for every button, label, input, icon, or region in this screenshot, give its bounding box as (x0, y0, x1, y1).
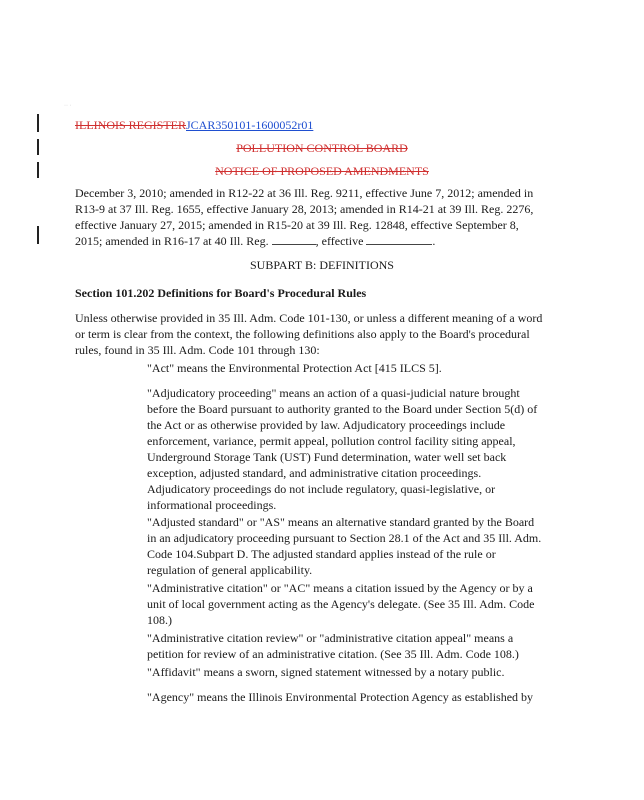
register-header (75, 117, 313, 133)
agency-heading: POLLUTION CONTROL BOARD (236, 141, 408, 155)
section-title: Section 101.202 Definitions for Board's Procedural Rules (75, 286, 367, 300)
definition-administrative-citation-review: "Administrative citation review" or "administrative citation appeal" means a petition for review of an administrative citation. (See 35 Ill. Adm. Code 108.) (147, 631, 519, 661)
definition-agency: "Agency" means the Illinois Environmental Protection Agency as established by (147, 690, 534, 704)
change-bar-agency (37, 139, 39, 155)
history-last-line: 2015; amended in R16-17 at 40 Ill. Reg. , effective . (75, 234, 436, 248)
definition-affidavit: "Affidavit" means a sworn, signed statement witnessed by a notary public. (147, 665, 505, 679)
register-blank (272, 233, 316, 245)
effective-date-blank (366, 233, 432, 245)
subpart-heading: SUBPART B: DEFINITIONS (250, 258, 394, 272)
definition-adjudicatory-proceeding: "Adjudicatory proceeding" means an action of a quasi-judicial nature brought before the Board pursuant to authority granted to the Board under Section 5(d) of the Act or as otherwise provided by law. Adjudicatory proceedings include enforcement, variance, permit appeal, pollution control facility siting appeal, Underground Storage Tank (UST) Fund determination, water well set back exception, adjusted standard, and administrative citation proceedings. Adjudicatory proceedings do not include regulatory, quasi-legislative, or informational proceedings. (147, 386, 538, 512)
register-inserted-text: JCAR350101-1600052r01 (186, 118, 314, 132)
change-bar-notice (37, 162, 39, 178)
register-struck-text: ILLINOIS REGISTER (75, 118, 186, 132)
change-bar-header (37, 114, 39, 132)
definition-administrative-citation: "Administrative citation" or "AC" means a citation issued by the Agency or by a unit of local government acting as the Agency's delegate. (See 35 Ill. Adm. Code 108.) (147, 581, 535, 627)
notice-heading: NOTICE OF PROPOSED AMENDMENTS (215, 164, 429, 178)
definition-act: "Act" means the Environmental Protection Act [415 ILCS 5]. (147, 361, 442, 375)
definition-adjusted-standard: "Adjusted standard" or "AS" means an alternative standard granted by the Board in an adjudicatory proceeding pursuant to Section 28.1 of the Act and 35 Ill. Adm. Code 104.Subpart D. The adjusted standard applies instead of the rule or regulation of general applicability. (147, 515, 542, 577)
history-paragraph: December 3, 2010; amended in R12-22 at 36 Ill. Reg. 9211, effective June 7, 2012; amended in R13-9 at 37 Ill. Reg. 1655, effective January 28, 2013; amended in R14-21 at 39 Ill. Reg. 2276, effective January 27, 2015; amended in R15-20 at 39 Ill. Reg. 12848, effective September 8, 2015; amended in R16-17 at 40 Ill. Reg. , effective . (75, 185, 569, 249)
intro-paragraph: Unless otherwise provided in 35 Ill. Adm. Code 101-130, or unless a different meaning of a word or term is clear from the context, the following definitions also apply to the Board's procedural rules, found in 35 Ill. Adm. Code 101 through 130: (75, 311, 543, 357)
change-bar-history (37, 226, 39, 244)
scan-artifact: ·· · (64, 103, 72, 109)
